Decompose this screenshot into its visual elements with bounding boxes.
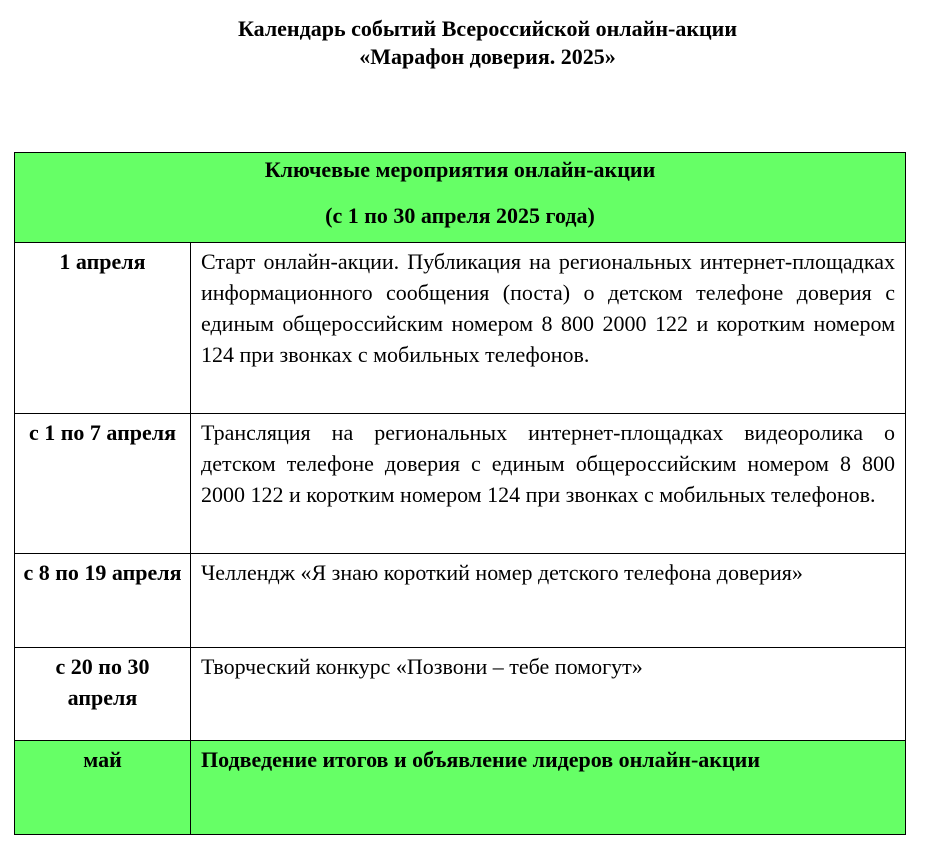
event-description: Старт онлайн-акции. Публикация на региональных интернет-площадках информационного сообщения (поста) о детском телефоне доверия с единым общероссийским номером 8 800 2000 122 и коротким номером 124 при звонках с мобильных телефонов.: [191, 243, 906, 414]
event-date: 1 апреля: [15, 243, 191, 414]
table-row: [15, 414, 906, 554]
event-date: с 1 по 7 апреля: [15, 414, 191, 554]
event-description: Трансляция на региональных интернет-площадках видеоролика о детском телефоне доверия с единым общероссийским номером 8 800 2000 122 и коротким номером 124 при звонках с мобильных телефонов.: [191, 414, 906, 554]
event-description: Творческий конкурс «Позвони – тебе помогут»: [191, 648, 906, 741]
table-header-title: Ключевые мероприятия онлайн-акции: [264, 157, 656, 182]
table-header-period: (с 1 по 30 апреля 2025 года): [325, 203, 595, 228]
event-description: Подведение итогов и объявление лидеров онлайн-акции: [191, 741, 906, 835]
event-date: с 20 по 30 апреля: [15, 648, 191, 741]
event-date: с 8 по 19 апреля: [15, 554, 191, 648]
document-title: [0, 15, 928, 71]
table-header-cell: [15, 153, 906, 243]
events-calendar-table: [14, 152, 906, 835]
title-line-2: «Марафон доверия. 2025»: [359, 44, 616, 69]
table-row: [15, 554, 906, 648]
table-row: [15, 648, 906, 741]
table-header-row: [15, 153, 906, 243]
event-date: май: [15, 741, 191, 835]
table-row: [15, 243, 906, 414]
title-line-1: Календарь событий Всероссийской онлайн-акции: [237, 16, 738, 41]
event-description: Челлендж «Я знаю короткий номер детского телефона доверия»: [191, 554, 906, 648]
table-row-summary: [15, 741, 906, 835]
